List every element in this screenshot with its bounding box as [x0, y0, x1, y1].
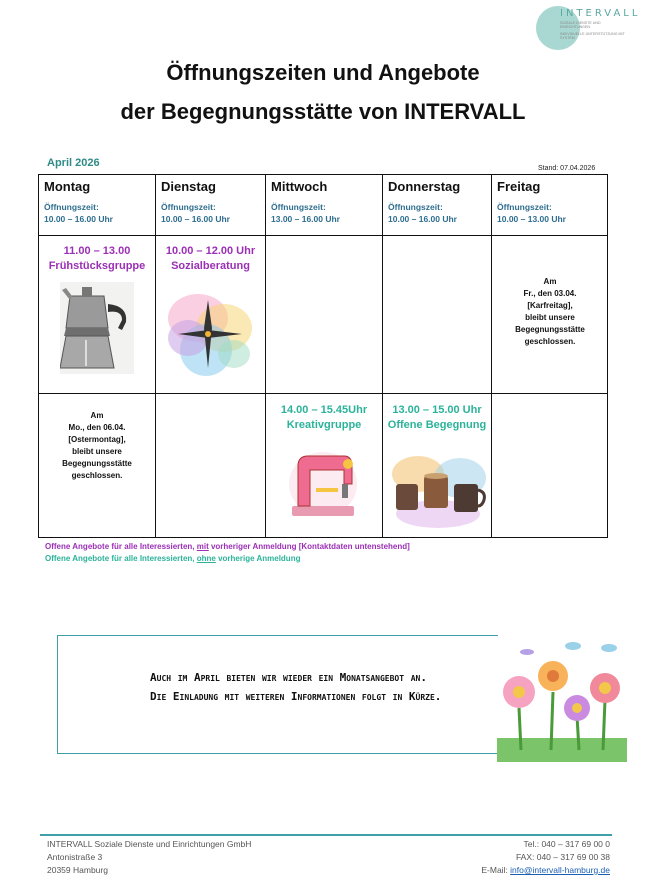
hours-label: Öffnungszeit: — [497, 202, 552, 212]
day-name: Donnerstag — [388, 179, 461, 194]
note-line: Begegnungsstätte — [515, 325, 585, 334]
friday-closed-note — [492, 276, 608, 348]
logo — [560, 8, 641, 41]
note-line: geschlossen. — [71, 471, 123, 480]
offer-time: 11.00 – 13.00 — [63, 245, 131, 257]
announcement-line: Auch im April bieten wir wieder ein Monatsangebot an. — [150, 671, 427, 684]
day-name: Freitag — [497, 179, 541, 194]
note-line: Begegnungsstätte — [62, 459, 132, 468]
footer-divider — [40, 834, 612, 836]
logo-tagline: INDIVIDUELLE UNTERSTÜTZUNG MIT SYSTEM — [560, 31, 625, 41]
column-divider — [155, 175, 156, 538]
footer-email-link[interactable]: info@intervall-hamburg.de — [510, 865, 610, 875]
legend-emphasis: ohne — [196, 554, 216, 563]
day-name: Mittwoch — [271, 179, 328, 194]
logo-name: INTERVALL — [560, 8, 641, 19]
logo-subtitle: SOZIALE DIENSTE UND EINRICHTUNGEN — [560, 21, 601, 30]
hours-value: 10.00 – 16.00 Uhr — [44, 214, 113, 224]
hours-label: Öffnungszeit: — [161, 202, 216, 212]
note-line: Mo., den 06.04. — [68, 423, 126, 432]
note-line: bleibt unsere — [72, 447, 122, 456]
legend-text: Offene Angebote für alle Interessierten, — [45, 554, 197, 563]
legend-text: Offene Angebote für alle Interessierten, — [45, 542, 197, 551]
offer-time: 13.00 – 15.00 Uhr — [392, 404, 482, 416]
column-divider — [382, 175, 383, 538]
thursday-offer — [383, 403, 491, 433]
footer-street: Antonistraße 3 — [47, 852, 103, 862]
footer-address — [47, 838, 251, 877]
note-line: bleibt unsere — [525, 313, 575, 322]
footer-city: 20359 Hamburg — [47, 865, 108, 875]
note-line: [Karfreitag], — [527, 301, 573, 310]
sewing-machine-icon — [286, 444, 360, 522]
hours-value: 10.00 – 16.00 Uhr — [388, 214, 457, 224]
offer-title: Offene Begegnung — [387, 419, 487, 431]
hours-value: 10.00 – 16.00 Uhr — [161, 214, 230, 224]
legend-text: vorherige Anmeldung — [215, 554, 301, 563]
note-line: geschlossen. — [524, 337, 576, 346]
offer-title: Kreativgruppe — [286, 419, 362, 431]
note-line: Fr., den 03.04. — [523, 289, 577, 298]
announcement-text — [150, 668, 490, 706]
day-header-wednesday — [271, 179, 340, 225]
day-header-friday — [497, 179, 566, 225]
note-line: Am — [90, 411, 104, 420]
coffee-pot-icon — [60, 282, 134, 374]
day-name: Dienstag — [161, 179, 216, 194]
stand-date: Stand: 07.04.2026 — [538, 165, 596, 172]
tuesday-offer — [156, 244, 265, 274]
compass-watercolor-icon — [158, 278, 262, 390]
hours-label: Öffnungszeit: — [44, 202, 99, 212]
day-header-monday — [44, 179, 113, 225]
legend-without-registration — [45, 554, 300, 563]
footer-company: INTERVALL Soziale Dienste und Einrichtungen GmbH — [47, 839, 252, 849]
legend-text: vorheriger Anmeldung [Kontaktdaten untenstehend] — [208, 542, 410, 551]
footer-email-line — [481, 864, 610, 877]
note-line: [Ostermontag], — [68, 435, 126, 444]
column-divider — [491, 175, 492, 538]
legend-with-registration — [45, 542, 410, 551]
offer-time: 10.00 – 12.00 Uhr — [165, 245, 256, 257]
row-divider — [38, 393, 608, 394]
monday-closed-note — [39, 410, 155, 482]
wednesday-offer — [266, 403, 382, 433]
hours-value: 13.00 – 16.00 Uhr — [271, 214, 340, 224]
flowers-illustration-icon — [497, 630, 627, 762]
offer-title: Frühstücksgruppe — [48, 260, 146, 272]
footer-email-label: E-Mail: — [481, 865, 511, 875]
offer-title: Sozialberatung — [171, 260, 250, 272]
page-title-line2: der Begegnungsstätte von INTERVALL — [120, 99, 526, 124]
coffee-cups-icon — [388, 444, 490, 534]
monday-offer — [39, 244, 155, 274]
legend-emphasis: mit — [196, 542, 209, 551]
footer-fax: FAX: 040 – 317 69 00 38 — [515, 852, 610, 862]
hours-label: Öffnungszeit: — [271, 202, 326, 212]
page-title-line1: Öffnungszeiten und Angebote — [166, 60, 480, 85]
day-name: Montag — [44, 179, 91, 194]
column-divider — [265, 175, 266, 538]
note-line: Am — [543, 277, 557, 286]
day-header-thursday — [388, 179, 460, 225]
footer-contact — [481, 838, 610, 877]
announcement-line: Die Einladung mit weiteren Informationen folgt in Kürze. — [150, 690, 442, 703]
day-header-tuesday — [161, 179, 230, 225]
offer-time: 14.00 – 15.45Uhr — [280, 404, 368, 416]
hours-value: 10.00 – 13.00 Uhr — [497, 214, 566, 224]
month-label: April 2026 — [47, 157, 100, 169]
footer-phone: Tel.: 040 – 317 69 00 0 — [523, 839, 610, 849]
hours-label: Öffnungszeit: — [388, 202, 443, 212]
row-divider — [38, 235, 608, 236]
